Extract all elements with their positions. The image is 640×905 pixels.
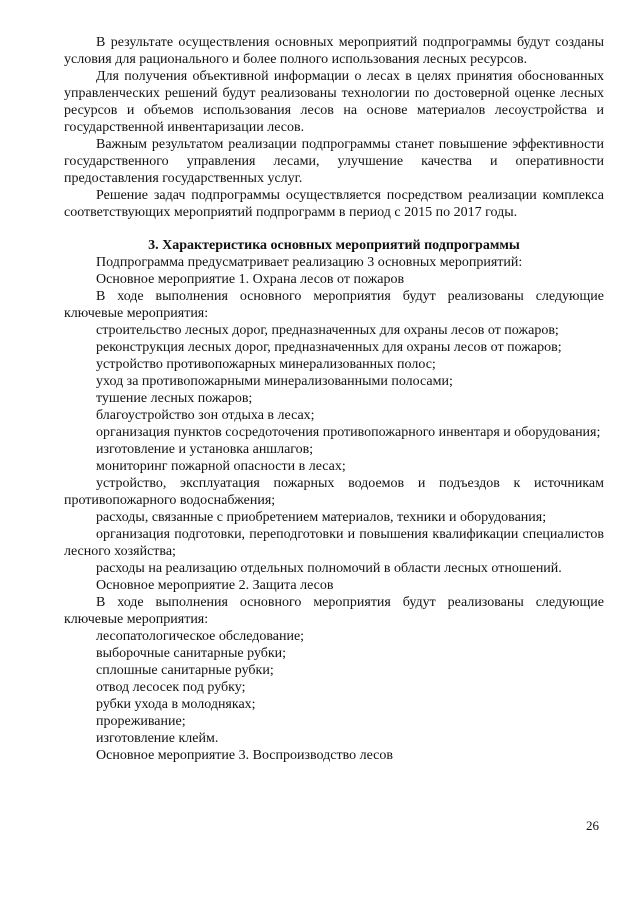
event-2-intro: В ходе выполнения основного мероприятия будут реализованы следующие ключевые мероприятия: [64, 595, 604, 627]
event-1-item: устройство, эксплуатация пожарных водоемов и подъездов к источникам противопожарного водоснабжения; [64, 476, 604, 508]
event-1-item: строительство лесных дорог, предназначенных для охраны лесов от пожаров; [96, 323, 559, 338]
event-1-item: изготовление и установка аншлагов; [96, 442, 314, 457]
event-2-item: рубки ухода в молодняках; [96, 697, 256, 712]
event-1-item: реконструкция лесных дорог, предназначенных для охраны лесов от пожаров; [96, 340, 562, 355]
event-1-intro: В ходе выполнения основного мероприятия будут реализованы следующие ключевые мероприятия: [64, 289, 604, 321]
event-2-item: сплошные санитарные рубки; [96, 663, 274, 678]
event-1-item: мониторинг пожарной опасности в лесах; [96, 459, 346, 474]
event-1-item: благоустройство зон отдыха в лесах; [96, 408, 315, 423]
section-lead: Подпрограмма предусматривает реализацию 3 основных мероприятий: [96, 255, 523, 270]
intro-paragraph-4: Решение задач подпрограммы осуществляется посредством реализации комплекса соответствующих мероприятий подпрограмм в период с 2015 по 2017 годы. [64, 188, 604, 220]
event-2-item: отвод лесосек под рубку; [96, 680, 246, 695]
intro-paragraph-2: Для получения объективной информации о лесах в целях принятия обоснованных управленческих решений будут реализованы технологии по достоверной оценке лесных ресурсов и объемов использования лесов на основе материалов лесоустройства и государственной инвентаризации лесов. [64, 69, 604, 135]
event-1-item: уход за противопожарными минерализованными полосами; [96, 374, 453, 389]
event-2-item: изготовление клейм. [96, 731, 219, 746]
section-title: 3. Характеристика основных мероприятий подпрограммы [148, 238, 520, 253]
event-2-item: выборочные санитарные рубки; [96, 646, 287, 661]
page-number: 26 [586, 818, 599, 833]
event-1-item: организация подготовки, переподготовки и повышения квалификации специалистов лесного хозяйства; [64, 527, 604, 559]
event-1-item: расходы на реализацию отдельных полномочий в области лесных отношений. [96, 561, 562, 576]
event-2-item: прореживание; [96, 714, 186, 729]
event-2-item: лесопатологическое обследование; [96, 629, 305, 644]
intro-paragraph-1: В результате осуществления основных мероприятий подпрограммы будут созданы условия для рационального и более полного использования лесных ресурсов. [64, 35, 604, 67]
document-body [64, 34, 604, 764]
event-1-item: устройство противопожарных минерализованных полос; [96, 357, 436, 372]
event-1-item: расходы, связанные с приобретением материалов, техники и оборудования; [96, 510, 547, 525]
event-1-heading: Основное мероприятие 1. Охрана лесов от пожаров [96, 272, 405, 287]
intro-paragraph-3: Важным результатом реализации подпрограммы станет повышение эффективности государственного управления лесами, улучшение качества и оперативности предоставления государственных услуг. [64, 137, 604, 186]
event-3-heading: Основное мероприятие 3. Воспроизводство лесов [96, 748, 393, 763]
event-1-item: тушение лесных пожаров; [96, 391, 253, 406]
event-1-item: организация пунктов сосредоточения противопожарного инвентаря и оборудования; [96, 425, 601, 440]
event-2-heading: Основное мероприятие 2. Защита лесов [96, 578, 334, 593]
